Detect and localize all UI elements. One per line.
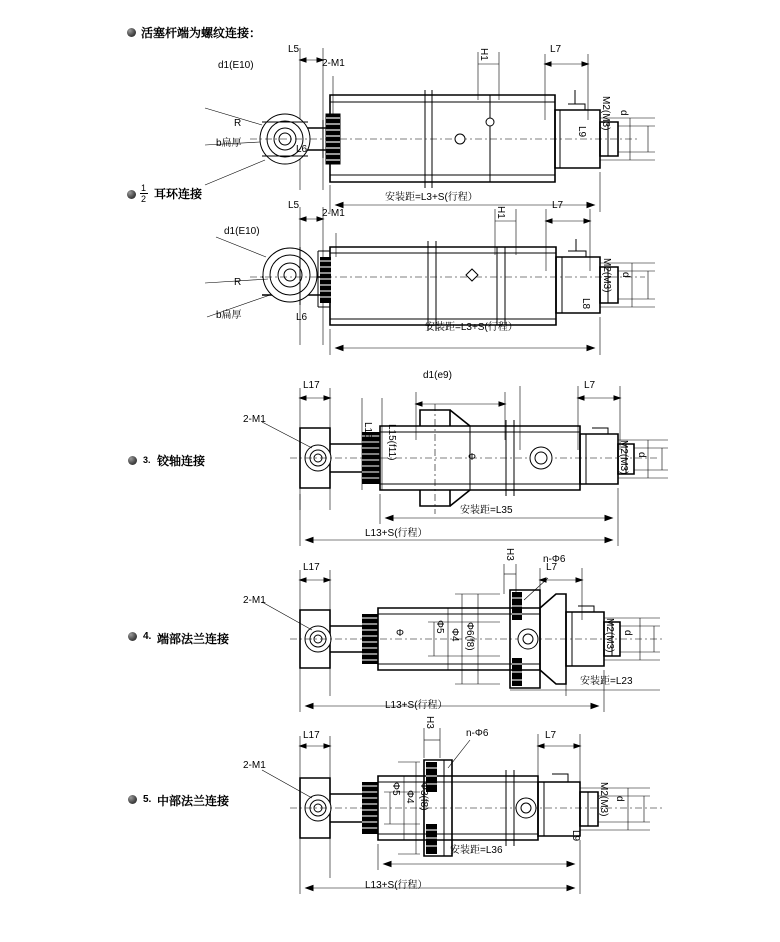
drawing-section-2 xyxy=(0,195,780,365)
label-2M1-section-2: 2-M1 xyxy=(322,208,345,219)
section-4-number: 4. xyxy=(143,631,152,642)
label-H3-section-4: H3 xyxy=(504,548,515,561)
dimension-install-section-4: 安装距=L23 xyxy=(580,676,633,687)
label-phi5-section-5: Φ5 xyxy=(390,782,401,796)
label-phi6f8-section-4: Φ6(f8) xyxy=(464,622,475,651)
label-L5-section-2: L5 xyxy=(288,200,300,211)
label-2M1-section-5: 2-M1 xyxy=(243,760,266,771)
label-L16-section-3: L16 xyxy=(362,422,373,439)
label-M2M3-section-4: M2(M3) xyxy=(604,618,615,653)
section-4-title: 端部法兰连接 xyxy=(157,632,230,646)
label-phi4-section-5: Φ4 xyxy=(404,790,415,804)
label-L7-section-5: L7 xyxy=(545,730,557,741)
label-d1-section-3: d1(e9) xyxy=(423,370,452,381)
label-L9-section-5: L9 xyxy=(570,830,581,842)
label-d-section-5: d xyxy=(614,796,625,802)
label-L7-section-4: L7 xyxy=(546,562,558,573)
dimension-main-section-5: L13+S(行程） xyxy=(365,880,428,891)
label-d1-section-2: d1(E10) xyxy=(224,226,260,237)
drawing-section-4 xyxy=(0,550,780,720)
label-L15-section-3: L15(f11) xyxy=(386,424,397,461)
label-phi3f8-section-5: Φ3(f8) xyxy=(418,782,429,811)
label-M2M3-section-2: M2(M3) xyxy=(601,258,612,293)
label-L17-section-3: L17 xyxy=(303,380,320,391)
label-H1-section-1: H1 xyxy=(478,48,489,61)
label-2M1-section-4: 2-M1 xyxy=(243,595,266,606)
label-phi5-section-4: Φ5 xyxy=(434,620,445,634)
label-d1-section-1: d1(E10) xyxy=(218,60,254,71)
dimension-main-section-1: 安装距=L3+S(行程） xyxy=(385,192,478,203)
label-M2M3-section-3: M2(M3) xyxy=(618,440,629,475)
label-L6-section-1: L6 xyxy=(296,144,308,155)
label-L17-section-4: L17 xyxy=(303,562,320,573)
drawing-section-5 xyxy=(0,718,780,898)
section-1-title: 活塞杆端为螺纹连接： xyxy=(141,26,262,40)
label-phi-section-4: Φ xyxy=(396,628,404,639)
label-R-section-1: R xyxy=(234,118,242,129)
section-3-number: 3. xyxy=(143,455,151,465)
label-L9-section-1: L9 xyxy=(576,126,587,138)
label-L7-section-1: L7 xyxy=(550,44,562,55)
label-R-section-2: R xyxy=(234,277,242,288)
label-d-section-3: d xyxy=(636,452,647,458)
section-3-title: 铰轴连接 xyxy=(157,454,206,468)
label-L6-section-2: L6 xyxy=(296,312,308,323)
dimension-install-section-3: 安装距=L35 xyxy=(460,505,513,516)
section-2-title: 耳环连接 xyxy=(154,187,203,201)
label-d-section-4: d xyxy=(622,630,633,636)
label-nPhi6-section-4: n-Φ6 xyxy=(543,554,566,565)
label-L8-section-2: L8 xyxy=(580,298,591,310)
dimension-main-section-2: 安装距=L3+S(行程） xyxy=(425,322,518,333)
dimension-main-section-3: L13+S(行程） xyxy=(365,528,428,539)
section-5-number: 5. xyxy=(143,794,152,805)
label-phi4-section-4: Φ4 xyxy=(449,628,460,642)
label-M2M3-section-5: M2(M3) xyxy=(598,782,609,817)
label-b-section-2: b扁厚 xyxy=(216,310,242,321)
label-L17-section-5: L17 xyxy=(303,730,320,741)
label-d-section-1: d xyxy=(618,110,629,116)
label-L7-section-2: L7 xyxy=(552,200,564,211)
dimension-main-section-4: L13+S(行程） xyxy=(385,700,448,711)
label-phi-section-3: Φ xyxy=(468,452,476,463)
label-L7-section-3: L7 xyxy=(584,380,596,391)
section-2-fraction-denominator: 2 xyxy=(141,194,147,204)
label-M2M3-section-1: M2(M3) xyxy=(600,96,611,131)
label-2M1-section-1: 2-M1 xyxy=(322,58,345,69)
label-d-section-2: d xyxy=(620,272,631,278)
label-L5-section-1: L5 xyxy=(288,44,300,55)
label-nPhi6-section-5: n-Φ6 xyxy=(466,728,489,739)
label-H1-section-2: H1 xyxy=(495,206,506,219)
bullet-icon-section-1 xyxy=(127,28,136,37)
label-b-section-1: b扁厚 xyxy=(216,138,242,149)
section-2-fraction-numerator: 1 xyxy=(141,183,147,193)
label-2M1-section-3: 2-M1 xyxy=(243,414,266,425)
section-5-title: 中部法兰连接 xyxy=(157,794,230,808)
dimension-install-section-5: 安装距=L36 xyxy=(450,845,503,856)
label-H3-section-5: H3 xyxy=(424,716,435,729)
